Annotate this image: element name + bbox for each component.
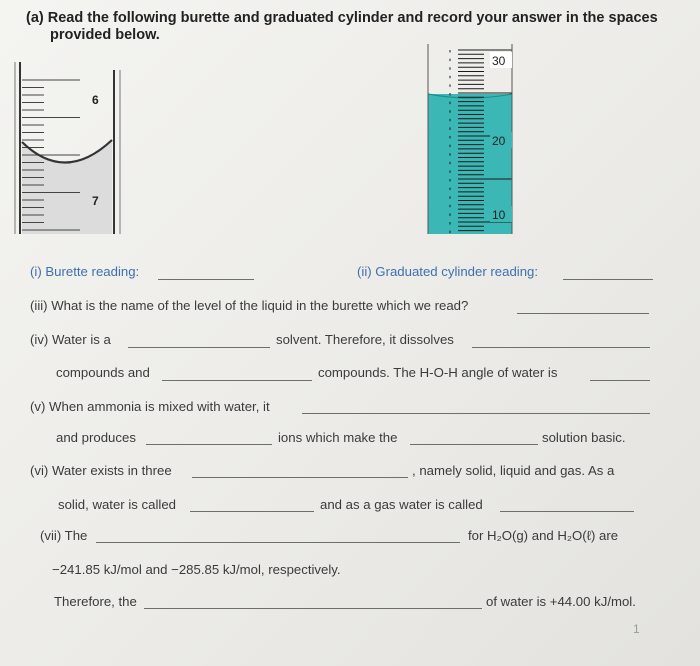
q4-label-b: solvent. Therefore, it dissolves bbox=[276, 332, 454, 347]
q7-label-e: of water is +44.00 kJ/mol. bbox=[486, 594, 636, 609]
q4-label-d: compounds. The H-O-H angle of water is bbox=[318, 365, 558, 380]
q2-cylinder-reading-label: (ii) Graduated cylinder reading: bbox=[357, 264, 539, 279]
q6-label-c: solid, water is called bbox=[58, 497, 177, 512]
graduated-cylinder-figure bbox=[418, 44, 528, 236]
q4-label-a: (iv) Water is a bbox=[30, 332, 111, 347]
q5-answer-field-2[interactable] bbox=[146, 444, 272, 445]
q1-answer-field[interactable] bbox=[158, 279, 254, 280]
q5-label-b: and produces bbox=[56, 430, 136, 445]
cylinder-label-30: 30 bbox=[492, 54, 506, 68]
cylinder-label-10: 10 bbox=[492, 208, 506, 222]
q5-label-c: ions which make the bbox=[278, 430, 398, 445]
burette-label-6: 6 bbox=[92, 93, 99, 107]
q5-label-a: (v) When ammonia is mixed with water, it bbox=[30, 399, 270, 414]
cylinder-label-20: 20 bbox=[492, 134, 506, 148]
burette-label-7: 7 bbox=[92, 194, 99, 208]
q2-answer-field[interactable] bbox=[563, 279, 653, 280]
q4-answer-field-3[interactable] bbox=[162, 380, 312, 381]
q3-label: (iii) What is the name of the level of the liquid in the burette which we read? bbox=[30, 298, 469, 313]
q7-answer-field-2[interactable] bbox=[144, 608, 482, 609]
q7-label-b: for H₂O(g) and H₂O(ℓ) are bbox=[468, 528, 619, 543]
burette-figure bbox=[10, 62, 128, 234]
q6-label-a: (vi) Water exists in three bbox=[30, 463, 172, 478]
q7-label-c: −241.85 kJ/mol and −285.85 kJ/mol, respectively. bbox=[52, 562, 341, 577]
q6-answer-field-2[interactable] bbox=[190, 511, 314, 512]
q5-label-d: solution basic. bbox=[542, 430, 626, 445]
q5-answer-field-3[interactable] bbox=[410, 444, 538, 445]
instructions-line-2: provided below. bbox=[50, 27, 160, 43]
q5-answer-field-1[interactable] bbox=[302, 413, 650, 414]
q7-answer-field-1[interactable] bbox=[96, 542, 460, 543]
q6-answer-field-3[interactable] bbox=[500, 511, 634, 512]
q6-label-b: , namely solid, liquid and gas. As a bbox=[412, 463, 615, 478]
q6-label-d: and as a gas water is called bbox=[320, 497, 483, 512]
q4-label-c: compounds and bbox=[56, 365, 150, 380]
q1-burette-reading-label: (i) Burette reading: bbox=[30, 264, 140, 279]
q4-answer-field-1[interactable] bbox=[128, 347, 270, 348]
q4-answer-field-2[interactable] bbox=[472, 347, 650, 348]
page-number: 1 bbox=[633, 622, 640, 636]
instructions-line-1: (a) Read the following burette and graduated cylinder and record your answer in the spaces bbox=[26, 10, 658, 26]
q3-answer-field[interactable] bbox=[517, 313, 649, 314]
q6-answer-field-1[interactable] bbox=[192, 477, 408, 478]
q4-answer-field-4[interactable] bbox=[590, 380, 650, 381]
q7-label-a: (vii) The bbox=[40, 528, 88, 543]
q7-label-d: Therefore, the bbox=[54, 594, 137, 609]
